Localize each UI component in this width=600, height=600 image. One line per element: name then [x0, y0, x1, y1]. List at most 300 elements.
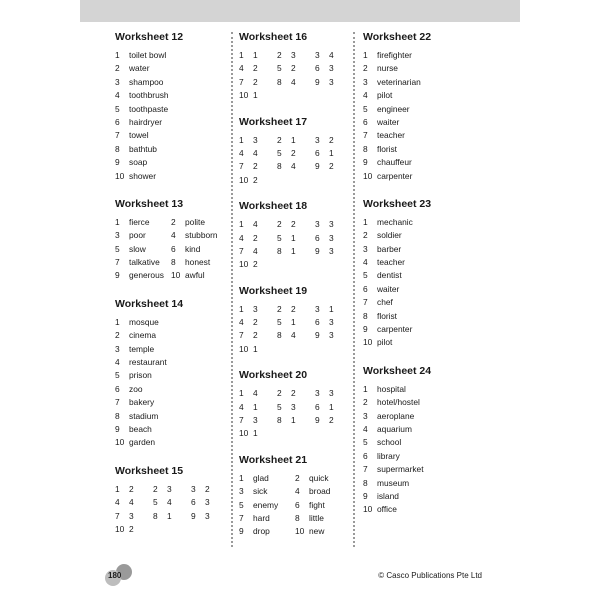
answer-number: 4 [171, 230, 176, 241]
answer-text: prison [129, 370, 152, 381]
answer-number: 9 [363, 490, 368, 501]
answer-pair [315, 160, 353, 173]
answer-pair [171, 257, 210, 267]
answer-pair [277, 49, 315, 62]
answer-number: 2 [115, 330, 120, 341]
answer-row [239, 174, 354, 187]
answer-row [239, 160, 354, 173]
answer-number: 1 [115, 316, 120, 327]
answer-pair [277, 232, 315, 245]
answer-pair [239, 414, 277, 427]
answer-pair [239, 147, 277, 160]
answer-number: 10 [363, 170, 373, 181]
answer-pair [295, 526, 324, 536]
answer-text: barber [377, 243, 402, 254]
answer-pair [315, 49, 353, 62]
answer-pair [239, 245, 277, 258]
answer-text: 2 [291, 147, 296, 158]
answer-row [239, 525, 354, 538]
answer-column-3 [363, 30, 478, 531]
answer-row [115, 523, 230, 536]
answer-row [363, 410, 478, 423]
answer-number: 5 [363, 103, 368, 114]
answer-number: 8 [115, 143, 120, 154]
answer-row [363, 256, 478, 269]
answer-pair [239, 303, 277, 316]
answer-number: 7 [115, 130, 120, 141]
answer-text: 1 [329, 147, 334, 158]
answer-pair [153, 510, 191, 523]
answer-text: 3 [129, 510, 134, 521]
answer-number: 3 [363, 243, 368, 254]
answer-pair [191, 496, 229, 509]
answer-column-1 [115, 30, 230, 548]
answer-text: water [129, 63, 150, 74]
answer-text: stadium [129, 410, 159, 421]
answer-row [363, 129, 478, 142]
answer-text: mechanic [377, 216, 413, 227]
answer-number: 9 [315, 245, 320, 256]
answer-number: 8 [153, 510, 158, 521]
answer-text: 1 [253, 428, 258, 439]
answer-pair [239, 512, 295, 525]
answer-row [363, 216, 478, 229]
answer-text: chauffeur [377, 157, 412, 168]
answer-number: 10 [363, 337, 373, 348]
answer-number: 2 [115, 63, 120, 74]
answer-text: pilot [377, 90, 393, 101]
answer-number: 6 [363, 450, 368, 461]
answer-row [239, 401, 354, 414]
answer-row [239, 258, 354, 271]
answer-text: 3 [329, 76, 334, 87]
answer-pair [171, 230, 218, 240]
answer-number: 7 [239, 415, 244, 426]
answer-row [239, 512, 354, 525]
worksheet-block [115, 297, 230, 450]
worksheet-title: Worksheet 21 [239, 453, 308, 466]
answer-text: 2 [129, 523, 134, 534]
answer-text: 3 [329, 317, 334, 328]
answer-number: 7 [239, 330, 244, 341]
answer-text: garden [129, 437, 156, 448]
answer-text: mosque [129, 316, 159, 327]
answer-text: 2 [253, 174, 258, 185]
answer-pair [277, 134, 315, 147]
answer-row [239, 232, 354, 245]
answer-number: 10 [115, 437, 125, 448]
answer-pair [315, 134, 353, 147]
answer-text: 1 [329, 303, 334, 314]
answer-text: 3 [253, 303, 258, 314]
answer-text: museum [377, 477, 410, 488]
answer-text: 1 [291, 415, 296, 426]
answer-row [115, 329, 230, 342]
answer-row [115, 410, 230, 423]
answer-row [115, 256, 230, 269]
answer-number: 7 [115, 510, 120, 521]
answer-number: 9 [363, 157, 368, 168]
answer-number: 9 [363, 324, 368, 335]
answer-text: toothbrush [129, 90, 169, 101]
answer-row [115, 62, 230, 75]
answer-number: 3 [315, 134, 320, 145]
answer-text: quick [309, 472, 329, 483]
worksheet-title: Worksheet 19 [239, 284, 308, 297]
answer-number: 9 [315, 330, 320, 341]
answer-number: 2 [277, 134, 282, 145]
answer-text: temple [129, 343, 155, 354]
answer-pair [239, 343, 277, 356]
answer-text: 2 [253, 317, 258, 328]
answer-pair [277, 76, 315, 89]
answer-text: soldier [377, 230, 402, 241]
answer-number: 8 [277, 415, 282, 426]
answer-number: 5 [277, 232, 282, 243]
answer-text: 2 [329, 134, 334, 145]
answer-number: 2 [277, 388, 282, 399]
answer-number: 2 [277, 303, 282, 314]
answer-row [115, 156, 230, 169]
answer-number: 4 [363, 257, 368, 268]
answer-text: 1 [167, 510, 172, 521]
answer-number: 10 [171, 270, 181, 281]
answer-text: teacher [377, 130, 405, 141]
answer-pair [115, 269, 171, 282]
worksheet-block [115, 30, 230, 183]
answer-row [239, 76, 354, 89]
answer-number: 10 [363, 504, 373, 515]
answer-row [363, 463, 478, 476]
answer-pair [315, 387, 353, 400]
answer-row [363, 116, 478, 129]
worksheet-title: Worksheet 14 [115, 297, 184, 310]
answer-row [115, 436, 230, 449]
answer-number: 4 [363, 90, 368, 101]
answer-text: carpenter [377, 324, 413, 335]
answer-row [115, 423, 230, 436]
answer-pair [239, 401, 277, 414]
answer-number: 3 [363, 410, 368, 421]
answer-row [363, 336, 478, 349]
answer-number: 1 [239, 388, 244, 399]
answer-text: aeroplane [377, 410, 415, 421]
answer-number: 4 [239, 147, 244, 158]
answer-text: fight [309, 499, 325, 510]
answer-text: sick [253, 486, 268, 497]
answer-text: 2 [329, 415, 334, 426]
answer-pair [315, 316, 353, 329]
worksheet-title: Worksheet 16 [239, 31, 308, 43]
answer-pair [239, 525, 295, 538]
answer-text: new [309, 526, 325, 537]
answer-number: 8 [295, 512, 300, 523]
answer-row [239, 245, 354, 258]
worksheet-title: Worksheet 20 [239, 369, 308, 382]
answer-number: 6 [315, 63, 320, 74]
answer-number: 6 [315, 147, 320, 158]
answer-pair [153, 496, 191, 509]
answer-text: 4 [253, 245, 258, 256]
answer-text: hotel/hostel [377, 397, 420, 408]
answer-text: 2 [253, 259, 258, 270]
answer-row [115, 343, 230, 356]
worksheet-block [115, 464, 230, 537]
answer-row [363, 76, 478, 89]
answer-pair [115, 523, 153, 536]
answer-number: 1 [363, 383, 368, 394]
answer-pair [277, 245, 315, 258]
answer-text: broad [309, 486, 331, 497]
answer-row [115, 129, 230, 142]
answer-text: toilet bowl [129, 50, 167, 60]
worksheet-title: Worksheet 18 [239, 200, 308, 213]
answer-text: 2 [329, 161, 334, 172]
answer-row [239, 218, 354, 231]
answer-text: 2 [291, 388, 296, 399]
answer-row [363, 143, 478, 156]
answer-number: 10 [239, 259, 249, 270]
answer-pair [315, 303, 353, 316]
answer-text: 2 [291, 63, 296, 74]
answer-pair [115, 496, 153, 509]
answer-number: 10 [239, 174, 249, 185]
answer-pair [191, 483, 229, 496]
answer-row [115, 243, 230, 256]
answer-number: 7 [363, 130, 368, 141]
answer-number: 3 [315, 388, 320, 399]
answer-text: 3 [205, 510, 210, 521]
answer-text: shampoo [129, 76, 164, 87]
answer-pair [239, 329, 277, 342]
worksheet-block [239, 284, 354, 357]
answer-row [115, 116, 230, 129]
answer-text: 1 [291, 232, 296, 243]
answer-row [115, 170, 230, 183]
answer-text: poor [129, 230, 146, 241]
answer-number: 1 [239, 50, 244, 60]
answer-pair [277, 147, 315, 160]
answer-number: 7 [363, 464, 368, 475]
answer-text: nurse [377, 63, 398, 74]
answer-row [363, 156, 478, 169]
answer-pair [239, 174, 277, 187]
answer-text: 3 [167, 483, 172, 494]
answer-number: 5 [239, 499, 244, 510]
answer-number: 3 [315, 303, 320, 314]
answer-row [239, 147, 354, 160]
worksheet-title: Worksheet 24 [363, 364, 432, 377]
answer-number: 1 [115, 50, 120, 60]
answer-text: 3 [329, 245, 334, 256]
answer-pair [171, 270, 205, 280]
answer-number: 1 [115, 483, 120, 494]
answer-text: 3 [205, 497, 210, 508]
answer-row [115, 510, 230, 523]
answer-number: 5 [115, 103, 120, 114]
answer-number: 7 [115, 397, 120, 408]
answer-row [239, 427, 354, 440]
answer-pair [171, 217, 205, 227]
answer-text: cinema [129, 330, 156, 341]
answer-pair [277, 387, 315, 400]
answer-text: enemy [253, 499, 279, 510]
answer-text: 2 [253, 232, 258, 243]
answer-pair [315, 245, 353, 258]
answer-row [363, 310, 478, 323]
answer-number: 7 [115, 257, 120, 268]
answer-text: island [377, 490, 399, 501]
answer-row [115, 396, 230, 409]
answer-pair [315, 218, 353, 231]
answer-text: school [377, 437, 402, 448]
answer-text: 3 [329, 330, 334, 341]
answer-number: 7 [363, 297, 368, 308]
worksheet-block [115, 197, 230, 283]
answer-row [363, 229, 478, 242]
answer-number: 5 [363, 270, 368, 281]
answer-text: honest [185, 257, 211, 268]
answer-row [239, 62, 354, 75]
answer-row [239, 499, 354, 512]
answer-text: teacher [377, 257, 405, 268]
answer-number: 5 [363, 437, 368, 448]
answer-row [363, 269, 478, 282]
answer-number: 9 [191, 510, 196, 521]
answer-row [115, 383, 230, 396]
answer-text: slow [129, 243, 146, 254]
answer-number: 6 [363, 283, 368, 294]
answer-text: 1 [253, 50, 258, 60]
answer-text: soap [129, 157, 148, 168]
answer-text: office [377, 504, 397, 515]
answer-row [239, 329, 354, 342]
answer-pair [277, 160, 315, 173]
answer-number: 8 [363, 143, 368, 154]
answer-pair [115, 243, 171, 256]
answer-text: 1 [291, 317, 296, 328]
answer-number: 3 [191, 483, 196, 494]
answer-number: 5 [277, 63, 282, 74]
answer-row [363, 423, 478, 436]
answer-row [239, 387, 354, 400]
answer-pair [239, 499, 295, 512]
answer-row [363, 503, 478, 516]
answer-pair [191, 510, 229, 523]
answer-text: 3 [253, 134, 258, 145]
answer-row [115, 229, 230, 242]
answer-text: talkative [129, 257, 160, 268]
answer-number: 8 [171, 257, 176, 268]
answer-row [363, 436, 478, 449]
answer-number: 10 [239, 428, 249, 439]
answer-pair [239, 258, 277, 271]
answer-row [239, 89, 354, 102]
answer-text: 3 [329, 63, 334, 74]
worksheet-title: Worksheet 15 [115, 464, 184, 477]
answer-row [239, 303, 354, 316]
answer-pair [315, 76, 353, 89]
answer-number: 5 [277, 401, 282, 412]
answer-text: 3 [291, 401, 296, 412]
answer-number: 8 [277, 161, 282, 172]
answer-text: 3 [253, 415, 258, 426]
answer-number: 7 [239, 512, 244, 523]
answer-number: 6 [191, 497, 196, 508]
answer-text: 2 [253, 76, 258, 87]
answer-row [363, 477, 478, 490]
answer-text: veterinarian [377, 76, 421, 87]
answer-pair [239, 485, 295, 498]
answer-text: 4 [129, 497, 134, 508]
answer-number: 4 [239, 232, 244, 243]
answer-row [363, 49, 478, 62]
answer-row [363, 243, 478, 256]
worksheet-block [239, 199, 354, 272]
answer-pair [153, 483, 191, 496]
answer-pair [295, 486, 330, 496]
answer-pair [277, 329, 315, 342]
answer-pair [277, 218, 315, 231]
answer-number: 6 [315, 401, 320, 412]
answer-row [239, 134, 354, 147]
answer-text: 2 [129, 483, 134, 494]
answer-pair [277, 316, 315, 329]
answer-row [115, 269, 230, 282]
answer-number: 3 [115, 76, 120, 87]
answer-row [115, 496, 230, 509]
answer-row [115, 369, 230, 382]
answer-text: chef [377, 297, 393, 308]
column-divider [353, 32, 356, 547]
answer-number: 3 [315, 219, 320, 230]
answer-pair [277, 303, 315, 316]
answer-number: 3 [239, 486, 244, 497]
answer-number: 6 [315, 317, 320, 328]
answer-row [363, 103, 478, 116]
answer-text: 4 [291, 76, 296, 87]
worksheet-title: Worksheet 17 [239, 115, 308, 128]
answer-text: dentist [377, 270, 402, 281]
answer-pair [239, 134, 277, 147]
answer-text: 1 [291, 245, 296, 256]
answer-text: waiter [377, 283, 400, 294]
answer-text: 2 [253, 161, 258, 172]
answer-number: 1 [115, 216, 120, 227]
answer-pair [171, 244, 200, 254]
answer-text: florist [377, 310, 398, 321]
answer-pair [239, 89, 277, 102]
answer-text: pilot [377, 337, 393, 348]
answer-number: 6 [315, 232, 320, 243]
answer-text: firefighter [377, 50, 412, 60]
answer-pair [115, 483, 153, 496]
answer-row [363, 450, 478, 463]
answer-row [363, 170, 478, 183]
answer-number: 5 [115, 370, 120, 381]
answer-number: 2 [277, 219, 282, 230]
answer-number: 6 [115, 116, 120, 127]
worksheet-block [239, 115, 354, 188]
answer-number: 5 [153, 497, 158, 508]
answer-pair [115, 256, 171, 269]
answer-text: 4 [253, 147, 258, 158]
answer-row [363, 89, 478, 102]
answer-row [115, 89, 230, 102]
answer-number: 7 [239, 76, 244, 87]
answer-text: generous [129, 270, 164, 281]
answer-number: 6 [171, 243, 176, 254]
